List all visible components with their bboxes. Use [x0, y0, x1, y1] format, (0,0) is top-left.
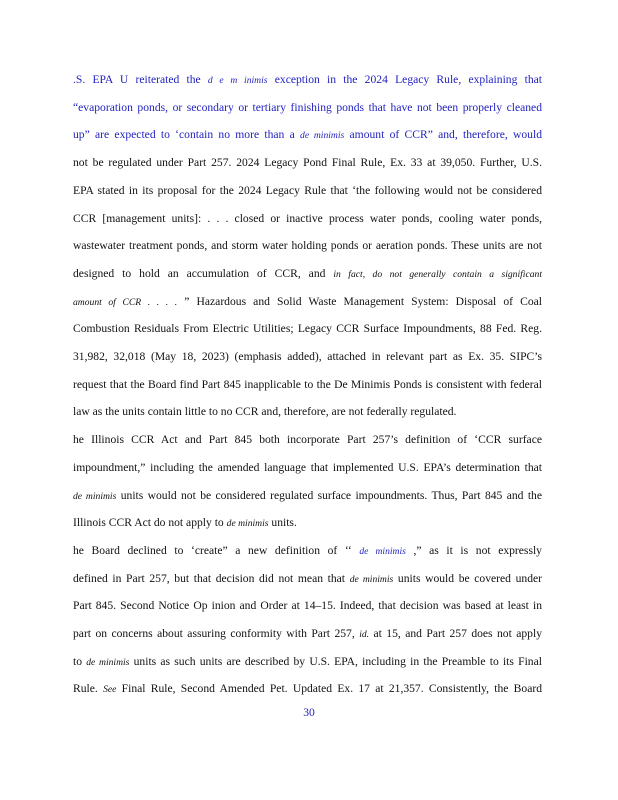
text-run: he Board declined to ‘create” a new definition of ‘‘: [73, 543, 352, 557]
text-run: units would be covered under: [397, 571, 542, 585]
italic-text-run: de minimis: [226, 518, 269, 530]
italic-text-run: de minimis: [300, 130, 345, 142]
text-line: [73, 655, 542, 670]
text-run: part on concerns about assuring conformity with Part 257,: [73, 627, 355, 640]
text-line: [73, 544, 542, 559]
text-line: [73, 101, 542, 115]
text-run: ,” as it is not expressly: [413, 543, 542, 557]
text-run: request that the Board find Part 845 inapplicable to the De Minimis Ponds is consistent with federal: [73, 377, 542, 391]
text-run: “evaporation ponds, or secondary or tertiary finishing ponds that have not been properly cleaned: [73, 100, 542, 114]
text-line: [73, 405, 542, 419]
text-run: designed to hold an accumulation of CCR, and: [73, 266, 326, 280]
text-run: not be regulated under Part 257. 2024 Legacy Pond Final Rule, Ex. 33 at 39,050. Further, U.S.: [73, 156, 542, 170]
text-run: impoundment,” including the amended language that implemented U.S. EPA’s determination that: [73, 460, 542, 474]
italic-text-run: de minimis: [359, 545, 406, 557]
text-line: [73, 267, 542, 282]
text-run: Rule.: [73, 682, 98, 696]
italic-text-run: in fact, do not generally contain a significant: [333, 268, 542, 280]
page-number: 30: [303, 706, 315, 719]
text-run: units as such units are described by U.S. EPA, including in the Preamble to its Final: [133, 654, 542, 668]
text-line: [73, 627, 542, 642]
text-line: [73, 156, 542, 170]
text-line: [73, 295, 542, 310]
text-run: exception in the 2024 Legacy Rule, explaining that: [274, 73, 542, 86]
text-run: wastewater treatment ponds, and storm water holding ponds or aeration ponds. These units are not: [73, 239, 542, 253]
text-run: at 15, and Part 257 does not apply: [373, 627, 542, 640]
italic-text-run: d e m inimis: [207, 75, 268, 86]
text-run: to: [73, 654, 83, 668]
italic-text-run: de minimis: [86, 656, 130, 668]
text-line: [73, 212, 542, 226]
text-run: EPA stated in its proposal for the 2024 Legacy Rule that ‘the following would not be considered: [73, 183, 542, 197]
text-run: Final Rule, Second Amended Pet. Updated Ex. 17 at 21,357. Consistently, the Board: [121, 682, 542, 696]
text-run: he Illinois CCR Act and Part 845 both incorporate Part 257’s definition of ‘CCR surface: [73, 433, 542, 447]
text-line: [73, 516, 542, 531]
text-run: CCR [management units]: . . . closed or inactive process water ponds, cooling water ponds,: [73, 211, 542, 225]
text-line: [73, 433, 542, 447]
text-line: [73, 184, 542, 198]
text-line: [73, 599, 542, 613]
text-run: Part 845. Second Notice Op inion and Order at 14–15. Indeed, that decision was based at least in: [73, 599, 542, 613]
text-line: [73, 489, 542, 504]
text-run: Illinois CCR Act do not apply to: [73, 516, 224, 530]
italic-text-run: de minimis: [349, 573, 394, 585]
text-run: Combustion Residuals From Electric Utilities; Legacy CCR Surface Impoundments, 88 Fed. Reg.: [73, 322, 542, 336]
italic-text-run: id.: [359, 629, 370, 640]
text-run: 31,982, 32,018 (May 18, 2023) (emphasis added), attached in relevant part as Ex. 35. SIPC’s: [73, 350, 542, 363]
text-run: .S. EPA U reiterated the: [73, 73, 201, 86]
text-line: [73, 350, 542, 364]
text-line: [73, 73, 542, 88]
text-line: [73, 128, 542, 143]
text-run: defined in Part 257, but that decision did not mean that: [73, 571, 346, 585]
text-line: [73, 322, 542, 336]
text-run: ” Hazardous and Solid Waste Management System: Disposal of Coal: [184, 294, 542, 308]
italic-text-run: See: [103, 684, 117, 696]
text-run: units.: [271, 516, 297, 530]
text-line: [73, 461, 542, 475]
text-line: [73, 572, 542, 587]
text-run: amount of CCR” and, therefore, would: [349, 128, 542, 142]
text-run: up” are expected to ‘contain no more than a: [73, 128, 295, 142]
text-line: [73, 682, 542, 697]
text-run: units would not be considered regulated surface impoundments. Thus, Part 845 and the: [120, 488, 542, 502]
text-run: law as the units contain little to no CCR and, therefore, are not federally regulated.: [73, 405, 457, 419]
italic-text-run: de minimis: [73, 490, 117, 502]
text-line: [73, 239, 542, 253]
text-line: [73, 378, 542, 392]
italic-text-run: amount of CCR . . . .: [73, 296, 178, 308]
